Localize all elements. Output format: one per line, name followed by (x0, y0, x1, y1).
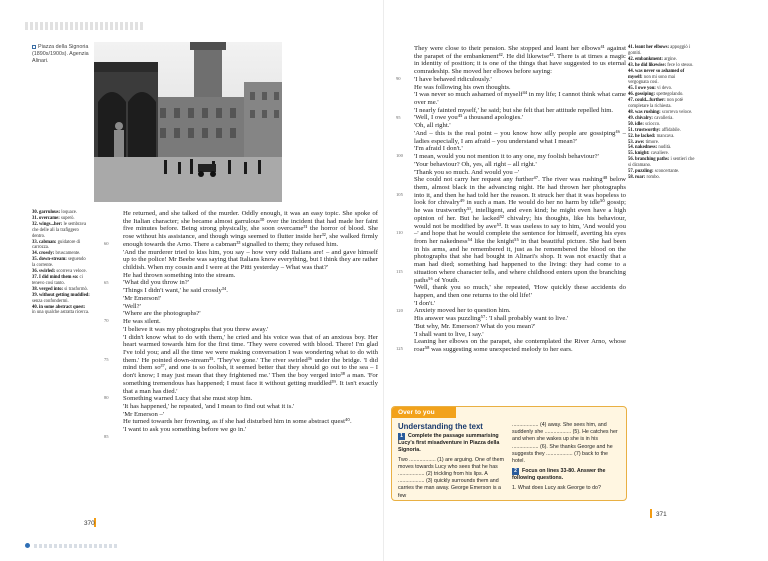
gloss-definition: seguendo la corrente. (32, 257, 86, 269)
line-number: 95 (396, 114, 401, 120)
gloss-term: 48. was rushing: (628, 109, 661, 115)
text-paragraph: Anxiety moved her to question him. (414, 307, 511, 315)
gloss-term: 50. idle: (628, 121, 644, 127)
gloss-definition: rombo. (645, 174, 660, 180)
line-number: 70 (104, 318, 109, 324)
gloss-term: 56. branching paths: (628, 157, 670, 163)
text-paragraph: 'But why, Mr. Emerson? What do you mean?' (414, 322, 536, 330)
gloss-term: 41. leant her elbows: (628, 45, 670, 50)
gloss-definition: superò. (59, 215, 75, 221)
gloss-definition: fece lo stesso. (666, 62, 694, 68)
gloss-definition: non mi sono mai vergognata così. (628, 74, 676, 86)
gloss-term: 57. puzzling: (628, 169, 654, 175)
text-paragraph: 'What did you throw in?' (123, 279, 189, 287)
gloss-term: 33. cabman: (32, 239, 57, 245)
text-paragraph: 'Mr Emerson!' (123, 294, 162, 302)
gloss-definition: in una qualche astratta ricerca. (32, 310, 90, 316)
gloss-definition: argine. (662, 56, 677, 62)
text-paragraph: 'I'm afraid I don't.' (414, 145, 463, 153)
gloss-entry (628, 69, 696, 87)
gloss-term: 32. wings...her: (32, 221, 63, 227)
over-to-you-header: Over to you (392, 407, 456, 418)
gloss-definition: sconcertante. (653, 169, 680, 175)
text-paragraph: 'I mean, would you not mention it to any one, my foolish behaviour?' (414, 153, 599, 161)
gloss-definition: i sentieri che si diramano. (628, 157, 695, 169)
over-to-you-box (391, 406, 627, 501)
photo-caption (32, 44, 94, 66)
text-paragraph: 'Things I didn't want,' he said crossly³⁴. (123, 287, 228, 295)
gloss-term: 51. trustworthy: (628, 127, 661, 133)
gloss-term: 36. swirled: (32, 269, 56, 275)
gloss-entry (628, 157, 696, 169)
task-1-column (398, 433, 506, 500)
line-number: 85 (104, 434, 109, 439)
text-paragraph: 'Thank you so much. And would you –' (414, 168, 519, 176)
top-running-header (25, 22, 145, 30)
gloss-definition: si trasformò. (63, 286, 88, 292)
text-paragraph: His answer was puzzling⁵⁷: 'I shall probably want to live.' (414, 315, 569, 323)
left-page-number: 370 (84, 520, 95, 527)
gloss-term: 37. I did mind them so: (32, 274, 79, 280)
gloss-term: 38. verged into: (32, 286, 64, 292)
task-1-text-a: Two .................. (1) are arguing. One of them moves towards Lucy who sees that he has .................. (2) trickling from his lips. A .................. (3) quickly surrounds them and carries the man away. George Emerson is a few (398, 456, 504, 499)
task-1-text-b: .................. (4) away. She sees him, and suddenly she .................. (5). He catches her and when she wakes up she is in his .................. (6). She thanks George and he suggests they .................. (7) back to the hotel. (512, 422, 618, 465)
gloss-term: 47. could...further: (628, 98, 666, 104)
text-paragraph: 'Well?' (123, 302, 141, 310)
task-2-question-1: 1. What does Lucy ask George to do? (512, 484, 601, 491)
text-paragraph: Leaning her elbows on the parapet, she contemplated the River Arno, whose roar⁵⁸ was suggesting some unexpected melody to her ears. (414, 338, 626, 354)
gloss-term: 43. he did likewise: (628, 62, 667, 68)
task-col-2 (512, 422, 622, 492)
gloss-entry (32, 275, 90, 287)
bottom-running-footer (25, 543, 125, 549)
text-paragraph: 'I was never so much ashamed of myself⁴⁴ in my life; I cannot think what came over me.' (414, 91, 626, 107)
text-paragraph: He returned, and she talked of the murder. Oddly enough, it was an easy topic. She spoke of the Italian character; she became almost garrulous³⁰ over the incident that had made her faint five minutes before. Being strong physically, she soon overcame³¹ the horror of blood. She rose without his assistance, and though wings seemed to flutter inside her³², she walked firmly enough towards the Arno. There a cabman³³ signalled to them; they refused him. (123, 210, 378, 248)
line-number: 125 (396, 346, 403, 352)
text-paragraph: He was silent. (123, 318, 161, 326)
line-number: 100 (396, 153, 403, 159)
gloss-term: 44. was never so ashamed of myself: (628, 68, 685, 80)
text-paragraph: He had thrown something into the stream. (123, 271, 236, 279)
gloss-term: 35. down-stream: (32, 257, 67, 263)
gloss-entry (32, 257, 90, 269)
text-paragraph: 'Well, thank you so much,' she repeated, 'How quickly these accidents do happen, and then one returns to the old life!' (414, 284, 626, 299)
line-number: 80 (104, 395, 109, 401)
task-2-heading (512, 468, 622, 482)
gloss-entry (628, 175, 696, 181)
task-2-heading-text: Focus on lines 33-80. Answer the following questions. (512, 468, 606, 482)
text-paragraph: 'It has happened,' he repeated, 'and I mean to find out what it is.' (123, 402, 295, 410)
text-paragraph: 'And the murderer tried to kiss him, you say – how very odd Italians are! – and gave himself up to the police! Mr Beebe was saying that Italians know everything, but I think they are rather childish. When my cousin and I were at the Pitti yesterday – What was that?' (123, 248, 378, 272)
gloss-term: 40. in some abstract quest: (32, 304, 86, 310)
gloss-definition: cavalleria. (653, 115, 674, 121)
text-paragraph: 'Where are the photographs?' (123, 310, 201, 318)
gloss-entry (628, 98, 696, 110)
right-page-number: 371 (656, 511, 667, 518)
left-glossary (32, 210, 90, 316)
gloss-definition: mancava. (655, 133, 675, 139)
gloss-definition: scorreva veloce. (660, 109, 693, 115)
task-1-heading (398, 433, 506, 455)
gloss-term: 42. embankment: (628, 56, 663, 62)
gloss-entry (32, 293, 90, 305)
piazza-photograph (94, 42, 282, 202)
right-glossary (628, 45, 696, 181)
gloss-definition: le sembrava che delle ali la trafiggero dentro. (32, 221, 87, 239)
text-paragraph: 'I believe it was my photographs that you threw away.' (123, 325, 269, 333)
line-number: 65 (104, 279, 109, 285)
task-1-number: 1 (398, 433, 405, 440)
gloss-term: 30. garrulous: (32, 210, 61, 215)
gloss-definition: guidatore di carrozza. (32, 239, 81, 251)
gloss-definition: appoggiò i gomiti. (628, 45, 691, 56)
gloss-term: 31. overcame: (32, 215, 60, 221)
gloss-term: 39. without getting muddled: (32, 292, 90, 298)
gloss-entry (32, 240, 90, 252)
line-number: 75 (104, 356, 109, 362)
footer-text-strip (34, 544, 119, 548)
gloss-entry (628, 45, 696, 57)
text-paragraph: He was following his own thoughts. (414, 83, 511, 91)
gloss-definition: cavaliere. (649, 151, 669, 157)
gloss-definition: senza confondermi. (32, 298, 69, 304)
text-paragraph: 'I have behaved ridiculously.' (414, 75, 492, 83)
gloss-definition: nudità. (657, 145, 672, 151)
text-paragraph: 'I didn't know what to do with them,' he cried and his voice was that of an anxious boy. Her heart warmed towards him for the first time. 'They were covered with blood. There! I'm glad I've told you; and all the time we were making conversation I was wondering what to do with them.' He pointed down-stream³⁵. 'They've gone.' The river swirled³⁶ under the bridge. 'I did mind them so³⁷, and one is so foolish, it seemed better that they should go out to the sea – I don't know; I may just mean that they frightened me.' Then the boy verged into³⁸ a man. 'For something tremendous has happened; I must face it without getting muddled³⁹. It isn't exactly that a man has died.' (123, 333, 378, 395)
gloss-definition: non potè completare la richiesta. (628, 98, 684, 110)
gloss-definition: ci tenevo così tanto. (32, 274, 83, 286)
understanding-title: Understanding the text (398, 422, 483, 431)
text-paragraph: 'Your behaviour? Oh, yes, all right – all right.' (414, 160, 537, 168)
line-number: 110 (396, 230, 403, 236)
right-main-text (414, 45, 626, 354)
gloss-term: 55. knight: (628, 151, 650, 157)
gloss-term: 54. nakedness: (628, 145, 658, 151)
gloss-term: 58. roar: (628, 174, 646, 180)
page-number-marker-right (650, 509, 652, 518)
gloss-term: 53. awe: (628, 139, 645, 145)
text-paragraph: She could not carry her request any further⁴⁷. The river was rushing⁴⁸ below them, almost black in the advancing night. He had thrown her photographs into it, and then he had told her the reason. It struck her that it was hopeless to look for chivalry⁴⁹ in such a man. He would do her no harm by idle⁵⁰ gossip; he was trustworthy⁵¹, intelligent, and even kind; he might even have a high opinion of her. But he lacked⁵² chivalry; his thoughts, like his behaviour, would not be modified by awe⁵³. It was useless to say to him, 'And would you –' and hope that he would complete the sentence for himself, averting his eyes from her nakedness⁵⁴ like the knight⁵⁵ in that beautiful picture. She had been in his arms, and he remembered it, just as he remembered the blood on the photographs that she had bought in Alinari's shop. It was not exactly that a man had died; something had happened to the living: they had come to a situation where character tells, and where childhood enters upon the branching paths⁵⁶ of Youth. (414, 176, 626, 284)
gloss-term: 52. he lacked: (628, 133, 656, 139)
gloss-definition: loquace. (60, 210, 78, 215)
caption-square-icon (32, 45, 36, 49)
line-number: 115 (396, 269, 403, 274)
gloss-definition: sciocco. (643, 121, 661, 127)
text-paragraph: 'Mr Emerson –' (123, 410, 165, 418)
text-paragraph: 'I nearly fainted myself,' he said; but she felt that her attitude repelled him. (414, 106, 614, 114)
task-1-heading-text: Complete the passage summarising Lucy's first misadventure in Piazza della Signoria. (398, 433, 500, 454)
line-number: 60 (104, 241, 109, 246)
line-number: 90 (396, 76, 401, 81)
piazza-photo-illustration (94, 42, 282, 202)
gloss-term: 34. crossly: (32, 251, 55, 257)
line-number: 105 (396, 191, 403, 197)
text-paragraph: They were close to their pension. She stopped and leant her elbows⁴¹ against the parapet of the embankment⁴². He did likewise⁴³. There is at times a magic in identity of position; it is one of the things that have suggested to us eternal comradeship. She moved her elbows before saying: (414, 45, 626, 76)
left-main-text (123, 210, 378, 434)
footer-dot-icon (25, 543, 30, 548)
text-paragraph: 'I don't.' (414, 299, 436, 307)
text-paragraph: 'Well, I owe you⁴⁵ a thousand apologies.' (414, 114, 524, 122)
gloss-entry (32, 222, 90, 240)
gloss-term: 49. chivalry: (628, 115, 653, 121)
gloss-term: 45. I owe you: (628, 86, 656, 92)
text-paragraph: 'I shall want to live, I say.' (414, 330, 484, 338)
gloss-definition: vi devo. (655, 86, 673, 92)
caption-text: Piazza della Signoria (1890s/1900s). Agenzia Alinari. (32, 44, 89, 65)
gloss-definition: scorreva veloce. (55, 269, 87, 275)
text-paragraph: 'Oh, all right.' (414, 122, 451, 130)
gloss-definition: affidabile. (660, 127, 681, 133)
text-paragraph: 'I want to ask you something before we go in.' (123, 426, 247, 434)
gloss-term: 46. gossiping: (628, 92, 656, 98)
gloss-definition: timore. (644, 139, 659, 145)
gloss-entry (32, 305, 90, 317)
line-number: 120 (396, 307, 403, 313)
text-paragraph: Something warned Lucy that she must stop him. (123, 395, 253, 403)
task-2-number: 2 (512, 468, 519, 475)
text-paragraph: 'And – this is the real point – you know how silly people are gossiping⁴⁶ – ladies especially, I am afraid – you understand what I mean?' (414, 129, 626, 145)
gloss-definition: bruscamente. (54, 251, 81, 257)
text-paragraph: He turned towards her frowning, as if she had disturbed him in some abstract quest⁴⁰. (123, 418, 352, 426)
gloss-definition: spettegolando. (655, 92, 684, 98)
